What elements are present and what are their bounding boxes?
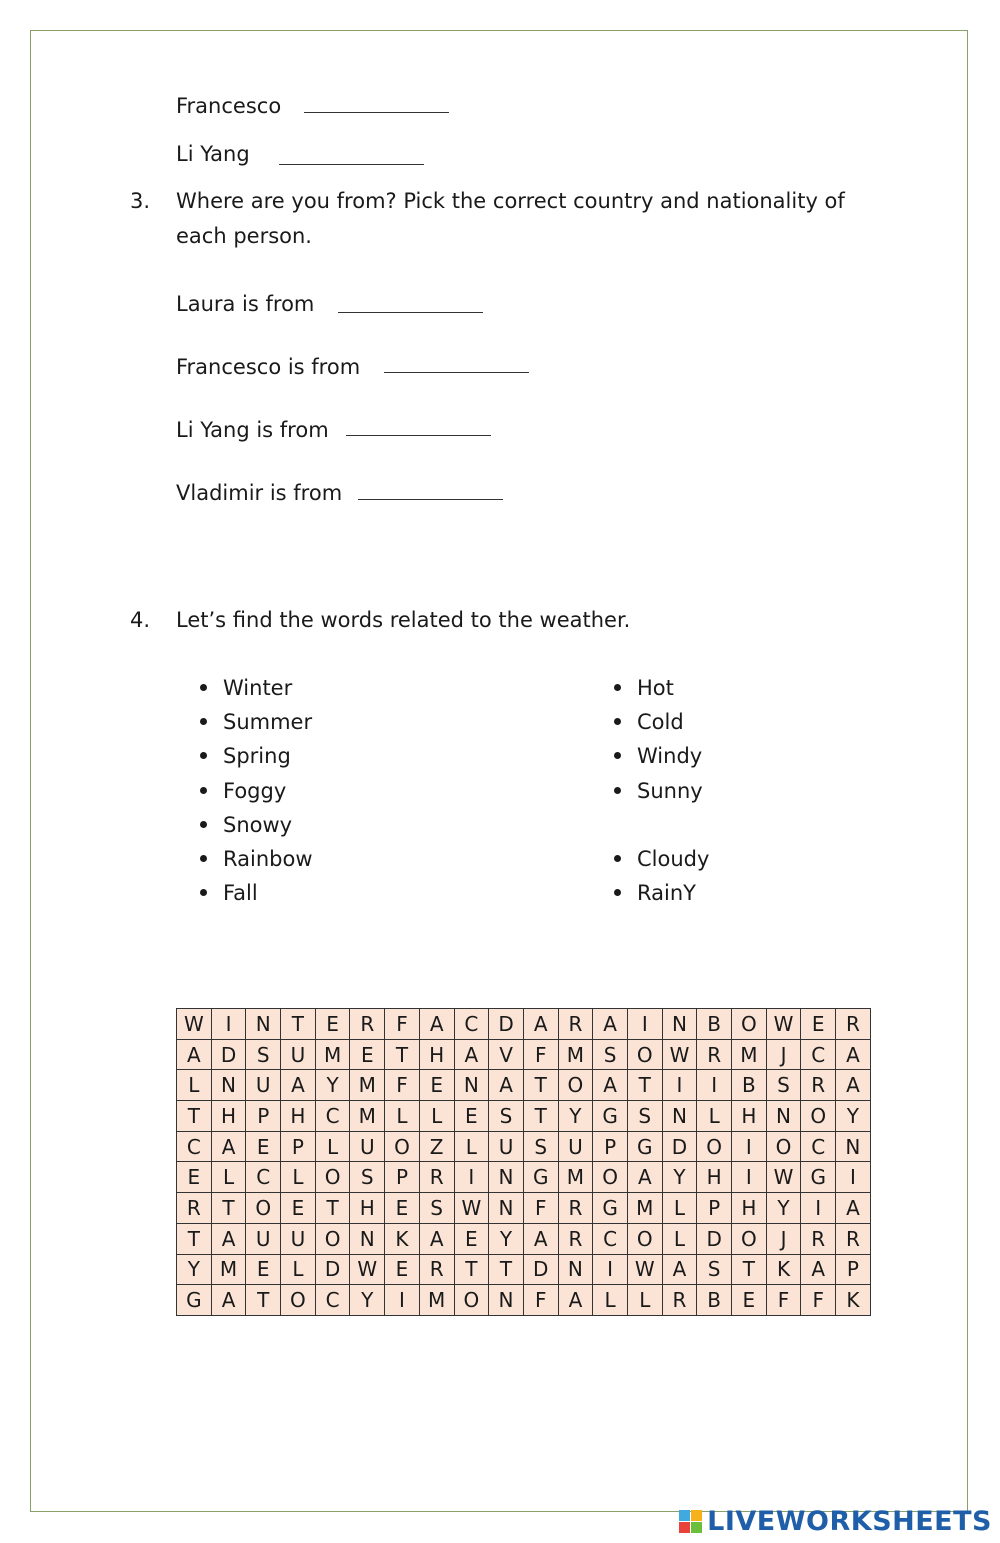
grid-cell[interactable]: O [281, 1285, 316, 1316]
grid-cell[interactable]: S [627, 1101, 662, 1132]
grid-cell[interactable]: E [281, 1193, 316, 1224]
grid-cell[interactable]: B [697, 1285, 732, 1316]
grid-cell[interactable]: K [766, 1254, 801, 1285]
grid-cell[interactable]: O [593, 1162, 628, 1193]
grid-cell[interactable]: L [419, 1101, 454, 1132]
grid-cell[interactable]: P [281, 1131, 316, 1162]
answer-blank-francesco[interactable] [304, 112, 449, 113]
grid-cell[interactable]: A [593, 1070, 628, 1101]
grid-cell[interactable]: D [211, 1039, 246, 1070]
grid-cell[interactable]: N [558, 1254, 593, 1285]
grid-cell[interactable]: R [697, 1039, 732, 1070]
grid-cell[interactable]: A [489, 1070, 524, 1101]
grid-cell[interactable]: T [211, 1193, 246, 1224]
question-3-number: 3. [130, 189, 151, 213]
grid-cell[interactable]: H [350, 1193, 385, 1224]
grid-cell[interactable]: C [315, 1101, 350, 1132]
grid-cell[interactable]: R [419, 1254, 454, 1285]
list-item: Spring [200, 742, 291, 770]
grid-cell[interactable]: C [593, 1223, 628, 1254]
grid-cell[interactable]: C [177, 1131, 212, 1162]
grid-cell[interactable]: A [419, 1009, 454, 1040]
grid-cell[interactable]: S [419, 1193, 454, 1224]
grid-cell[interactable]: E [246, 1254, 281, 1285]
grid-cell[interactable]: U [281, 1039, 316, 1070]
grid-cell[interactable]: L [211, 1162, 246, 1193]
list-item: Windy [614, 742, 702, 770]
grid-cell[interactable]: P [836, 1254, 871, 1285]
grid-cell[interactable]: I [662, 1070, 697, 1101]
grid-cell[interactable]: L [281, 1254, 316, 1285]
brand [679, 1506, 992, 1537]
grid-cell[interactable]: L [385, 1101, 420, 1132]
grid-cell[interactable]: R [801, 1070, 836, 1101]
grid-cell[interactable]: O [454, 1285, 489, 1316]
grid-cell[interactable]: I [697, 1070, 732, 1101]
list-item: Sunny [614, 777, 703, 805]
grid-cell[interactable]: M [419, 1285, 454, 1316]
grid-cell[interactable]: C [246, 1162, 281, 1193]
list-item: Cold [614, 708, 684, 736]
q3-blank-vladimir[interactable] [358, 499, 503, 500]
question-3-text: Where are you from? Pick the correct country and nationality of each person. [176, 189, 845, 248]
grid-cell[interactable]: Y [766, 1193, 801, 1224]
grid-cell[interactable]: Y [558, 1101, 593, 1132]
grid-cell[interactable]: M [315, 1039, 350, 1070]
grid-cell[interactable]: P [246, 1101, 281, 1132]
grid-cell[interactable]: W [766, 1162, 801, 1193]
grid-cell[interactable]: S [593, 1039, 628, 1070]
grid-row [177, 1009, 871, 1040]
grid-cell[interactable]: A [523, 1009, 558, 1040]
grid-cell[interactable]: W [662, 1039, 697, 1070]
grid-cell[interactable]: A [836, 1193, 871, 1224]
grid-cell[interactable]: M [350, 1101, 385, 1132]
grid-cell[interactable]: F [523, 1193, 558, 1224]
q3-item-li-yang: Li Yang is from [176, 418, 329, 442]
grid-cell[interactable]: M [558, 1039, 593, 1070]
list-item: Summer [200, 708, 312, 736]
grid-cell[interactable]: O [246, 1193, 281, 1224]
grid-row [177, 1070, 871, 1101]
grid-cell[interactable]: U [350, 1131, 385, 1162]
grid-cell[interactable]: J [766, 1223, 801, 1254]
grid-cell[interactable]: I [836, 1162, 871, 1193]
grid-cell[interactable]: M [558, 1162, 593, 1193]
question-4-number: 4. [130, 608, 151, 632]
grid-cell[interactable]: M [211, 1254, 246, 1285]
grid-cell[interactable]: A [211, 1223, 246, 1254]
grid-cell[interactable]: L [281, 1162, 316, 1193]
grid-cell[interactable]: F [801, 1285, 836, 1316]
grid-cell[interactable]: A [836, 1039, 871, 1070]
grid-cell[interactable]: U [246, 1070, 281, 1101]
grid-cell[interactable]: T [489, 1254, 524, 1285]
grid-cell[interactable]: T [523, 1101, 558, 1132]
grid-cell[interactable]: Y [350, 1285, 385, 1316]
grid-cell[interactable]: U [558, 1131, 593, 1162]
grid-cell[interactable]: D [662, 1131, 697, 1162]
list-item: Fall [200, 879, 258, 907]
q3-item-francesco: Francesco is from [176, 355, 361, 379]
grid-cell[interactable]: S [523, 1131, 558, 1162]
grid-cell[interactable]: T [281, 1009, 316, 1040]
grid-cell[interactable]: H [211, 1101, 246, 1132]
grid-cell[interactable]: L [627, 1285, 662, 1316]
grid-cell[interactable]: A [662, 1254, 697, 1285]
grid-cell[interactable]: F [523, 1039, 558, 1070]
grid-cell[interactable]: C [454, 1009, 489, 1040]
grid-cell[interactable]: W [627, 1254, 662, 1285]
grid-cell[interactable]: O [697, 1131, 732, 1162]
grid-cell[interactable]: I [454, 1162, 489, 1193]
grid-cell[interactable]: G [627, 1131, 662, 1162]
grid-cell[interactable]: S [697, 1254, 732, 1285]
grid-cell[interactable]: T [454, 1254, 489, 1285]
grid-cell[interactable]: A [801, 1254, 836, 1285]
grid-cell[interactable]: N [489, 1285, 524, 1316]
grid-cell[interactable]: R [350, 1009, 385, 1040]
grid-cell[interactable]: W [177, 1009, 212, 1040]
grid-cell[interactable]: A [211, 1131, 246, 1162]
grid-cell[interactable]: L [697, 1101, 732, 1132]
q3-blank-li-yang[interactable] [346, 435, 491, 436]
grid-row [177, 1223, 871, 1254]
grid-cell[interactable]: F [385, 1070, 420, 1101]
grid-cell[interactable]: L [662, 1193, 697, 1224]
grid-cell[interactable]: A [454, 1039, 489, 1070]
grid-cell[interactable]: N [489, 1162, 524, 1193]
grid-cell[interactable]: A [281, 1070, 316, 1101]
grid-row [177, 1039, 871, 1070]
grid-cell[interactable]: A [523, 1223, 558, 1254]
grid-cell[interactable]: E [350, 1039, 385, 1070]
grid-cell[interactable]: Y [315, 1070, 350, 1101]
grid-cell[interactable]: O [627, 1039, 662, 1070]
grid-cell[interactable]: N [350, 1223, 385, 1254]
grid-row [177, 1285, 871, 1316]
grid-cell[interactable]: S [246, 1039, 281, 1070]
grid-cell[interactable]: O [315, 1223, 350, 1254]
list-item: Foggy [200, 777, 286, 805]
grid-cell[interactable]: U [246, 1223, 281, 1254]
grid-cell[interactable]: T [246, 1285, 281, 1316]
grid-cell[interactable]: R [836, 1223, 871, 1254]
list-item: Winter [200, 674, 292, 702]
grid-cell[interactable]: Y [177, 1254, 212, 1285]
grid-cell[interactable]: S [489, 1101, 524, 1132]
grid-cell[interactable]: R [836, 1009, 871, 1040]
grid-cell[interactable]: N [246, 1009, 281, 1040]
grid-cell[interactable]: T [523, 1070, 558, 1101]
grid-cell[interactable]: R [662, 1285, 697, 1316]
grid-cell[interactable]: E [246, 1131, 281, 1162]
grid-cell[interactable]: Y [662, 1162, 697, 1193]
grid-cell[interactable]: A [419, 1223, 454, 1254]
grid-cell[interactable]: L [177, 1070, 212, 1101]
grid-cell[interactable]: N [454, 1070, 489, 1101]
grid-cell[interactable]: I [627, 1009, 662, 1040]
grid-cell[interactable]: K [385, 1223, 420, 1254]
grid-row [177, 1131, 871, 1162]
grid-cell[interactable]: G [177, 1285, 212, 1316]
q3-blank-laura[interactable] [338, 312, 483, 313]
grid-cell[interactable]: A [593, 1009, 628, 1040]
grid-cell[interactable]: O [315, 1162, 350, 1193]
grid-cell[interactable]: I [593, 1254, 628, 1285]
grid-cell[interactable]: A [836, 1070, 871, 1101]
grid-cell[interactable]: U [489, 1131, 524, 1162]
grid-cell[interactable]: O [732, 1223, 767, 1254]
grid-cell[interactable]: U [281, 1223, 316, 1254]
grid-cell[interactable]: O [627, 1223, 662, 1254]
grid-cell[interactable]: G [593, 1101, 628, 1132]
grid-cell[interactable]: E [419, 1070, 454, 1101]
grid-cell[interactable]: I [801, 1193, 836, 1224]
grid-cell[interactable]: O [732, 1009, 767, 1040]
grid-cell[interactable]: H [732, 1193, 767, 1224]
grid-row [177, 1193, 871, 1224]
grid-cell[interactable]: T [385, 1039, 420, 1070]
grid-cell[interactable]: S [766, 1070, 801, 1101]
grid-cell[interactable]: G [523, 1162, 558, 1193]
grid-cell[interactable]: M [732, 1039, 767, 1070]
q3-blank-francesco[interactable] [384, 372, 529, 373]
grid-cell[interactable]: W [350, 1254, 385, 1285]
grid-cell[interactable]: W [766, 1009, 801, 1040]
grid-cell[interactable]: I [732, 1162, 767, 1193]
grid-cell[interactable]: E [801, 1009, 836, 1040]
grid-row [177, 1101, 871, 1132]
name-label-li-yang: Li Yang [176, 142, 250, 166]
list-item: Rainbow [200, 845, 313, 873]
grid-row [177, 1162, 871, 1193]
grid-cell[interactable]: O [801, 1101, 836, 1132]
grid-cell[interactable]: I [385, 1285, 420, 1316]
grid-cell[interactable]: N [662, 1009, 697, 1040]
grid-cell[interactable]: A [211, 1285, 246, 1316]
grid-cell[interactable]: H [281, 1101, 316, 1132]
grid-cell[interactable]: R [177, 1193, 212, 1224]
grid-cell[interactable]: N [489, 1193, 524, 1224]
grid-cell[interactable]: W [454, 1193, 489, 1224]
grid-cell[interactable]: B [697, 1009, 732, 1040]
grid-cell[interactable]: G [593, 1193, 628, 1224]
grid-cell[interactable]: M [350, 1070, 385, 1101]
grid-cell[interactable]: D [489, 1009, 524, 1040]
grid-cell[interactable]: N [766, 1101, 801, 1132]
grid-cell[interactable]: Y [836, 1101, 871, 1132]
grid-cell[interactable]: L [593, 1285, 628, 1316]
grid-cell[interactable]: A [177, 1039, 212, 1070]
grid-cell[interactable]: L [454, 1131, 489, 1162]
grid-cell[interactable]: K [836, 1285, 871, 1316]
list-item: Hot [614, 674, 674, 702]
grid-cell[interactable]: M [627, 1193, 662, 1224]
grid-cell[interactable]: E [315, 1009, 350, 1040]
grid-cell[interactable]: E [732, 1285, 767, 1316]
grid-cell[interactable]: D [315, 1254, 350, 1285]
word-search-grid [176, 1008, 871, 1316]
grid-cell[interactable]: H [419, 1039, 454, 1070]
list-item: Snowy [200, 811, 292, 839]
grid-cell[interactable]: R [801, 1223, 836, 1254]
grid-row [177, 1254, 871, 1285]
grid-cell[interactable]: R [419, 1162, 454, 1193]
grid-cell[interactable]: E [177, 1162, 212, 1193]
grid-cell[interactable]: N [662, 1101, 697, 1132]
grid-cell[interactable]: D [697, 1223, 732, 1254]
grid-cell[interactable]: R [558, 1193, 593, 1224]
grid-cell[interactable]: I [732, 1131, 767, 1162]
grid-cell[interactable]: E [454, 1223, 489, 1254]
q3-item-vladimir: Vladimir is from [176, 481, 343, 505]
grid-cell[interactable]: E [385, 1254, 420, 1285]
grid-cell[interactable]: A [627, 1162, 662, 1193]
grid-cell[interactable]: P [697, 1193, 732, 1224]
grid-cell[interactable]: F [523, 1285, 558, 1316]
grid-cell[interactable]: G [801, 1162, 836, 1193]
grid-cell[interactable]: H [697, 1162, 732, 1193]
brand-name: LIVEWORKSHEETS [707, 1506, 992, 1537]
grid-cell[interactable]: O [385, 1131, 420, 1162]
grid-cell[interactable]: L [662, 1223, 697, 1254]
grid-cell[interactable]: T [177, 1223, 212, 1254]
grid-cell[interactable]: H [732, 1101, 767, 1132]
grid-cell[interactable]: C [801, 1131, 836, 1162]
grid-cell[interactable]: N [211, 1070, 246, 1101]
grid-cell[interactable]: O [558, 1070, 593, 1101]
grid-cell[interactable]: F [766, 1285, 801, 1316]
answer-blank-li-yang[interactable] [279, 164, 424, 165]
grid-cell[interactable]: J [766, 1039, 801, 1070]
grid-cell[interactable]: C [801, 1039, 836, 1070]
grid-cell[interactable]: V [489, 1039, 524, 1070]
grid-cell[interactable]: O [766, 1131, 801, 1162]
grid-cell[interactable]: Z [419, 1131, 454, 1162]
grid-cell[interactable]: C [315, 1285, 350, 1316]
list-item: Cloudy [614, 845, 709, 873]
q3-item-laura: Laura is from [176, 292, 315, 316]
grid-cell[interactable]: S [350, 1162, 385, 1193]
grid-cell[interactable]: T [627, 1070, 662, 1101]
grid-cell[interactable]: L [315, 1131, 350, 1162]
grid-cell[interactable]: F [385, 1009, 420, 1040]
grid-cell[interactable]: T [177, 1101, 212, 1132]
question-4-text: Let’s find the words related to the weather. [176, 608, 631, 632]
grid-cell[interactable]: P [385, 1162, 420, 1193]
grid-cell[interactable]: T [732, 1254, 767, 1285]
grid-cell[interactable]: R [558, 1223, 593, 1254]
grid-cell[interactable]: Y [489, 1223, 524, 1254]
grid-cell[interactable]: N [836, 1131, 871, 1162]
grid-cell[interactable]: E [454, 1101, 489, 1132]
brand-logo-icon [679, 1510, 703, 1534]
grid-cell[interactable]: B [732, 1070, 767, 1101]
grid-cell[interactable]: I [211, 1009, 246, 1040]
grid-cell[interactable]: D [523, 1254, 558, 1285]
grid-cell[interactable]: R [558, 1009, 593, 1040]
name-label-francesco: Francesco [176, 94, 282, 118]
grid-cell[interactable]: A [558, 1285, 593, 1316]
list-item: RainY [614, 879, 696, 907]
grid-cell[interactable]: T [315, 1193, 350, 1224]
grid-cell[interactable]: E [385, 1193, 420, 1224]
grid-cell[interactable]: P [593, 1131, 628, 1162]
